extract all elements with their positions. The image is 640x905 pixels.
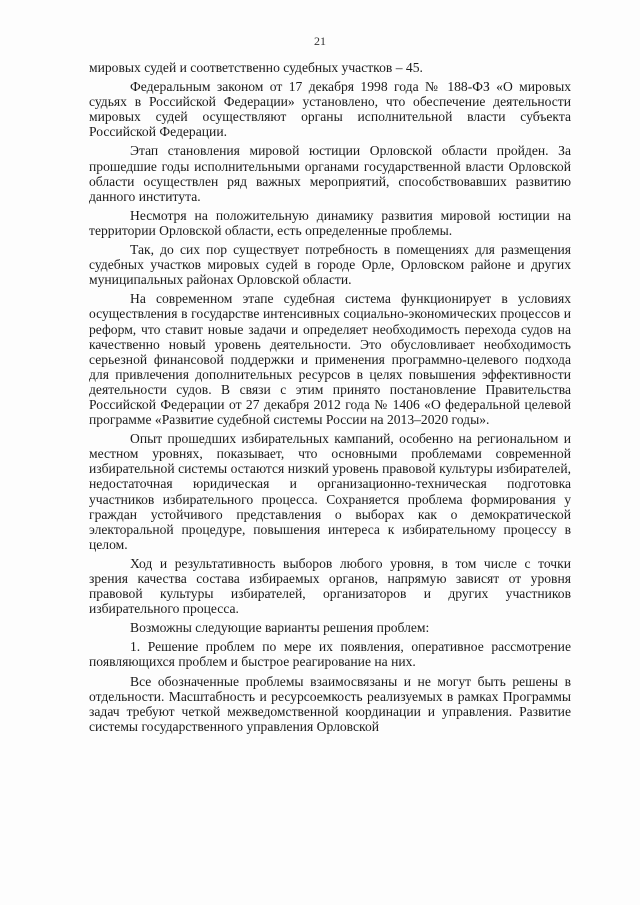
paragraph: Несмотря на положительную динамику развития мировой юстиции на территории Орловской области, есть определенные проблемы.	[89, 207, 571, 238]
paragraph: Опыт прошедших избирательных кампаний, особенно на региональном и местном уровнях, показывает, что основными проблемами современной избирательной системы остаются низкий уровень правовой культуры избирателей, недостаточная юридическая и организационно-техническая подготовка участников избирательного процесса. Сохраняется проблема формирования у граждан устойчивого представления о выборах как о демократической электоральной процедуре, повышения интереса к избирательному процессу в целом.	[89, 431, 571, 552]
paragraph: Федеральным законом от 17 декабря 1998 года № 188-ФЗ «О мировых судьях в Российской Федерации» установлено, что обеспечение деятельности мировых судей осуществляют органы исполнительной власти субъекта Российской Федерации.	[89, 79, 571, 140]
paragraph-list-item: 1. Решение проблем по мере их появления, оперативное рассмотрение появляющихся проблем и быстрое реагирование на них.	[89, 639, 571, 670]
paragraph: Так, до сих пор существует потребность в помещениях для размещения судебных участков мировых судей в городе Орле, Орловском районе и других муниципальных районах Орловской области.	[89, 242, 571, 288]
page-number: 21	[314, 34, 326, 48]
paragraph: На современном этапе судебная система функционирует в условиях осуществления в государстве интенсивных социально-экономических процессов и реформ, что ставит новые задачи и определяет необходимость перехода судов на качественно новый уровень деятельности. Это обусловливает необходимость серьезной финансовой поддержки и применения программно-целевого подхода для привлечения дополнительных ресурсов в целях повышения эффективности деятельности судов. В связи с этим принято постановление Правительства Российской Федерации от 27 декабря 2012 года № 1406 «О федеральной целевой программе «Развитие судебной системы России на 2013–2020 годы».	[89, 291, 571, 428]
paragraph: Все обозначенные проблемы взаимосвязаны и не могут быть решены в отдельности. Масштабность и ресурсоемкость реализуемых в рамках Программы задач требуют четкой межведомственной координации и управления. Развитие системы государственного управления Орловской	[89, 673, 571, 734]
paragraph: Возможны следующие варианты решения проблем:	[130, 620, 430, 636]
paragraph: Этап становления мировой юстиции Орловской области пройден. За прошедшие годы исполнительными органами государственной власти Орловской области осуществлен ряд важных мероприятий, способствовавших развитию данного института.	[89, 143, 571, 204]
document-body	[89, 60, 571, 738]
paragraph: Ход и результативность выборов любого уровня, в том числе с точки зрения качества состава избираемых органов, напрямую зависят от уровня правовой культуры избирателей, организаторов и других участников избирательного процесса.	[89, 555, 571, 617]
paragraph-continuation: мировых судей и соответственно судебных участков – 45.	[89, 60, 423, 75]
